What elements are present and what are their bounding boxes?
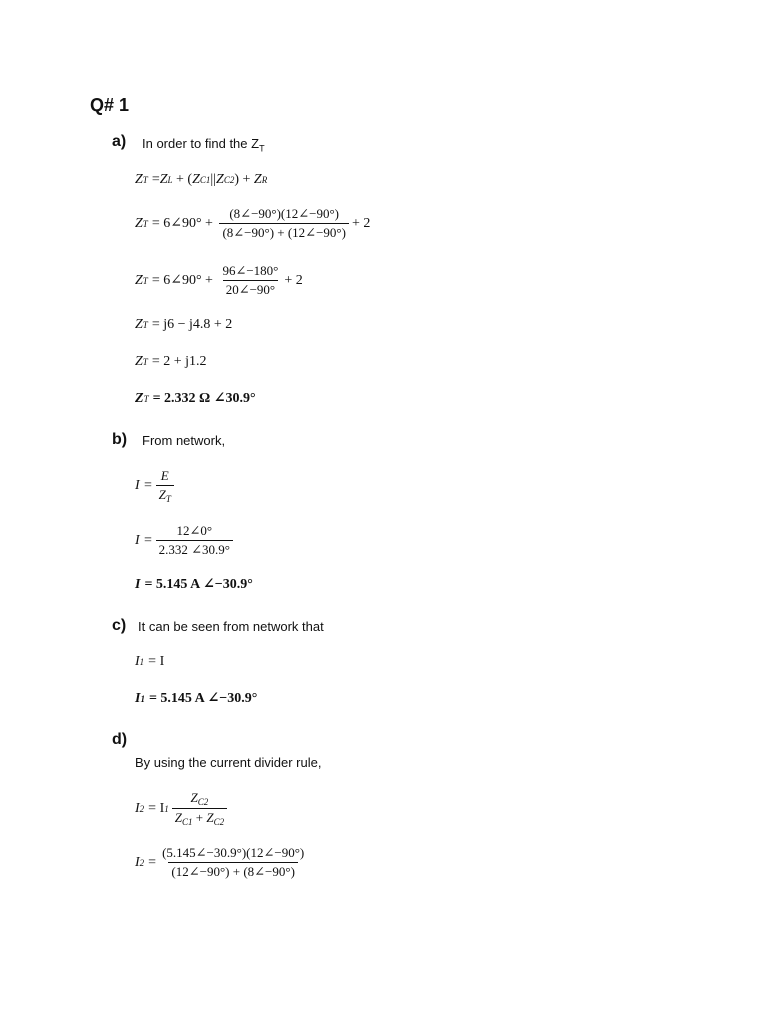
equation-zt-rectangular: Z T = 2 + j1.2 [135,354,207,369]
equation-i2-substitution: I 2 = $\frac{(5.145\angle-30.9^\circ)(12\angle-90^\circ)}{(12\angle-90^\circ) + (8\angle-90^\circ)}$ [135,845,305,879]
equation-current-formula: I = $\frac{E}{Z_T}$ [135,468,177,504]
equation-current-result: I = 5.145 A ∠−30.9° [135,576,253,592]
equation-i1-result: I 1 = 5.145 A ∠−30.9° [135,690,258,706]
part-a-label: a) [112,133,127,150]
equation-i1-equals-i: I 1 = I [135,654,165,669]
equation-current-substitution: I = $\frac{12\angle 0^\circ}{2.332 \angle 30.9^\circ}$ [135,523,236,558]
equation-current-divider: I 2 = I 1 $\frac{Z_{C2}}{Z_{C1} + Z_{C2}}$ [135,790,230,827]
part-c-label: c) [112,617,127,634]
equation-zt-definition: Z T = Z L + ( Z C1 || Z C2 ) + Z R [135,172,268,187]
part-b-intro: From network, [142,433,226,448]
question-title: Q# 1 [90,95,130,115]
equation-zt-rectangular-step: Z T = j6 − j4.8 + 2 [135,317,233,332]
part-a-intro: In order to find the $Z_T$ [142,136,265,154]
part-c-intro: It can be seen from network that [138,619,324,634]
part-d-intro: By using the current divider rule, [135,755,322,770]
equation-zt-substitution: Z T = 6∠90° + $\frac{(8\angle-90^\circ)(12\angle-90^\circ)}{(8\angle-90^\circ) + (12\angle-90^\circ)}$ + 2 [135,206,371,240]
part-d-label: d) [112,731,128,748]
equation-zt-simplified: Z T = 6∠90° + $\frac{96\angle-180^\circ}{20\angle-90^\circ}$ + 2 [135,263,303,297]
part-b-label: b) [112,431,128,448]
equation-zt-result: Z T = 2.332 Ω ∠30.9° [135,390,256,406]
